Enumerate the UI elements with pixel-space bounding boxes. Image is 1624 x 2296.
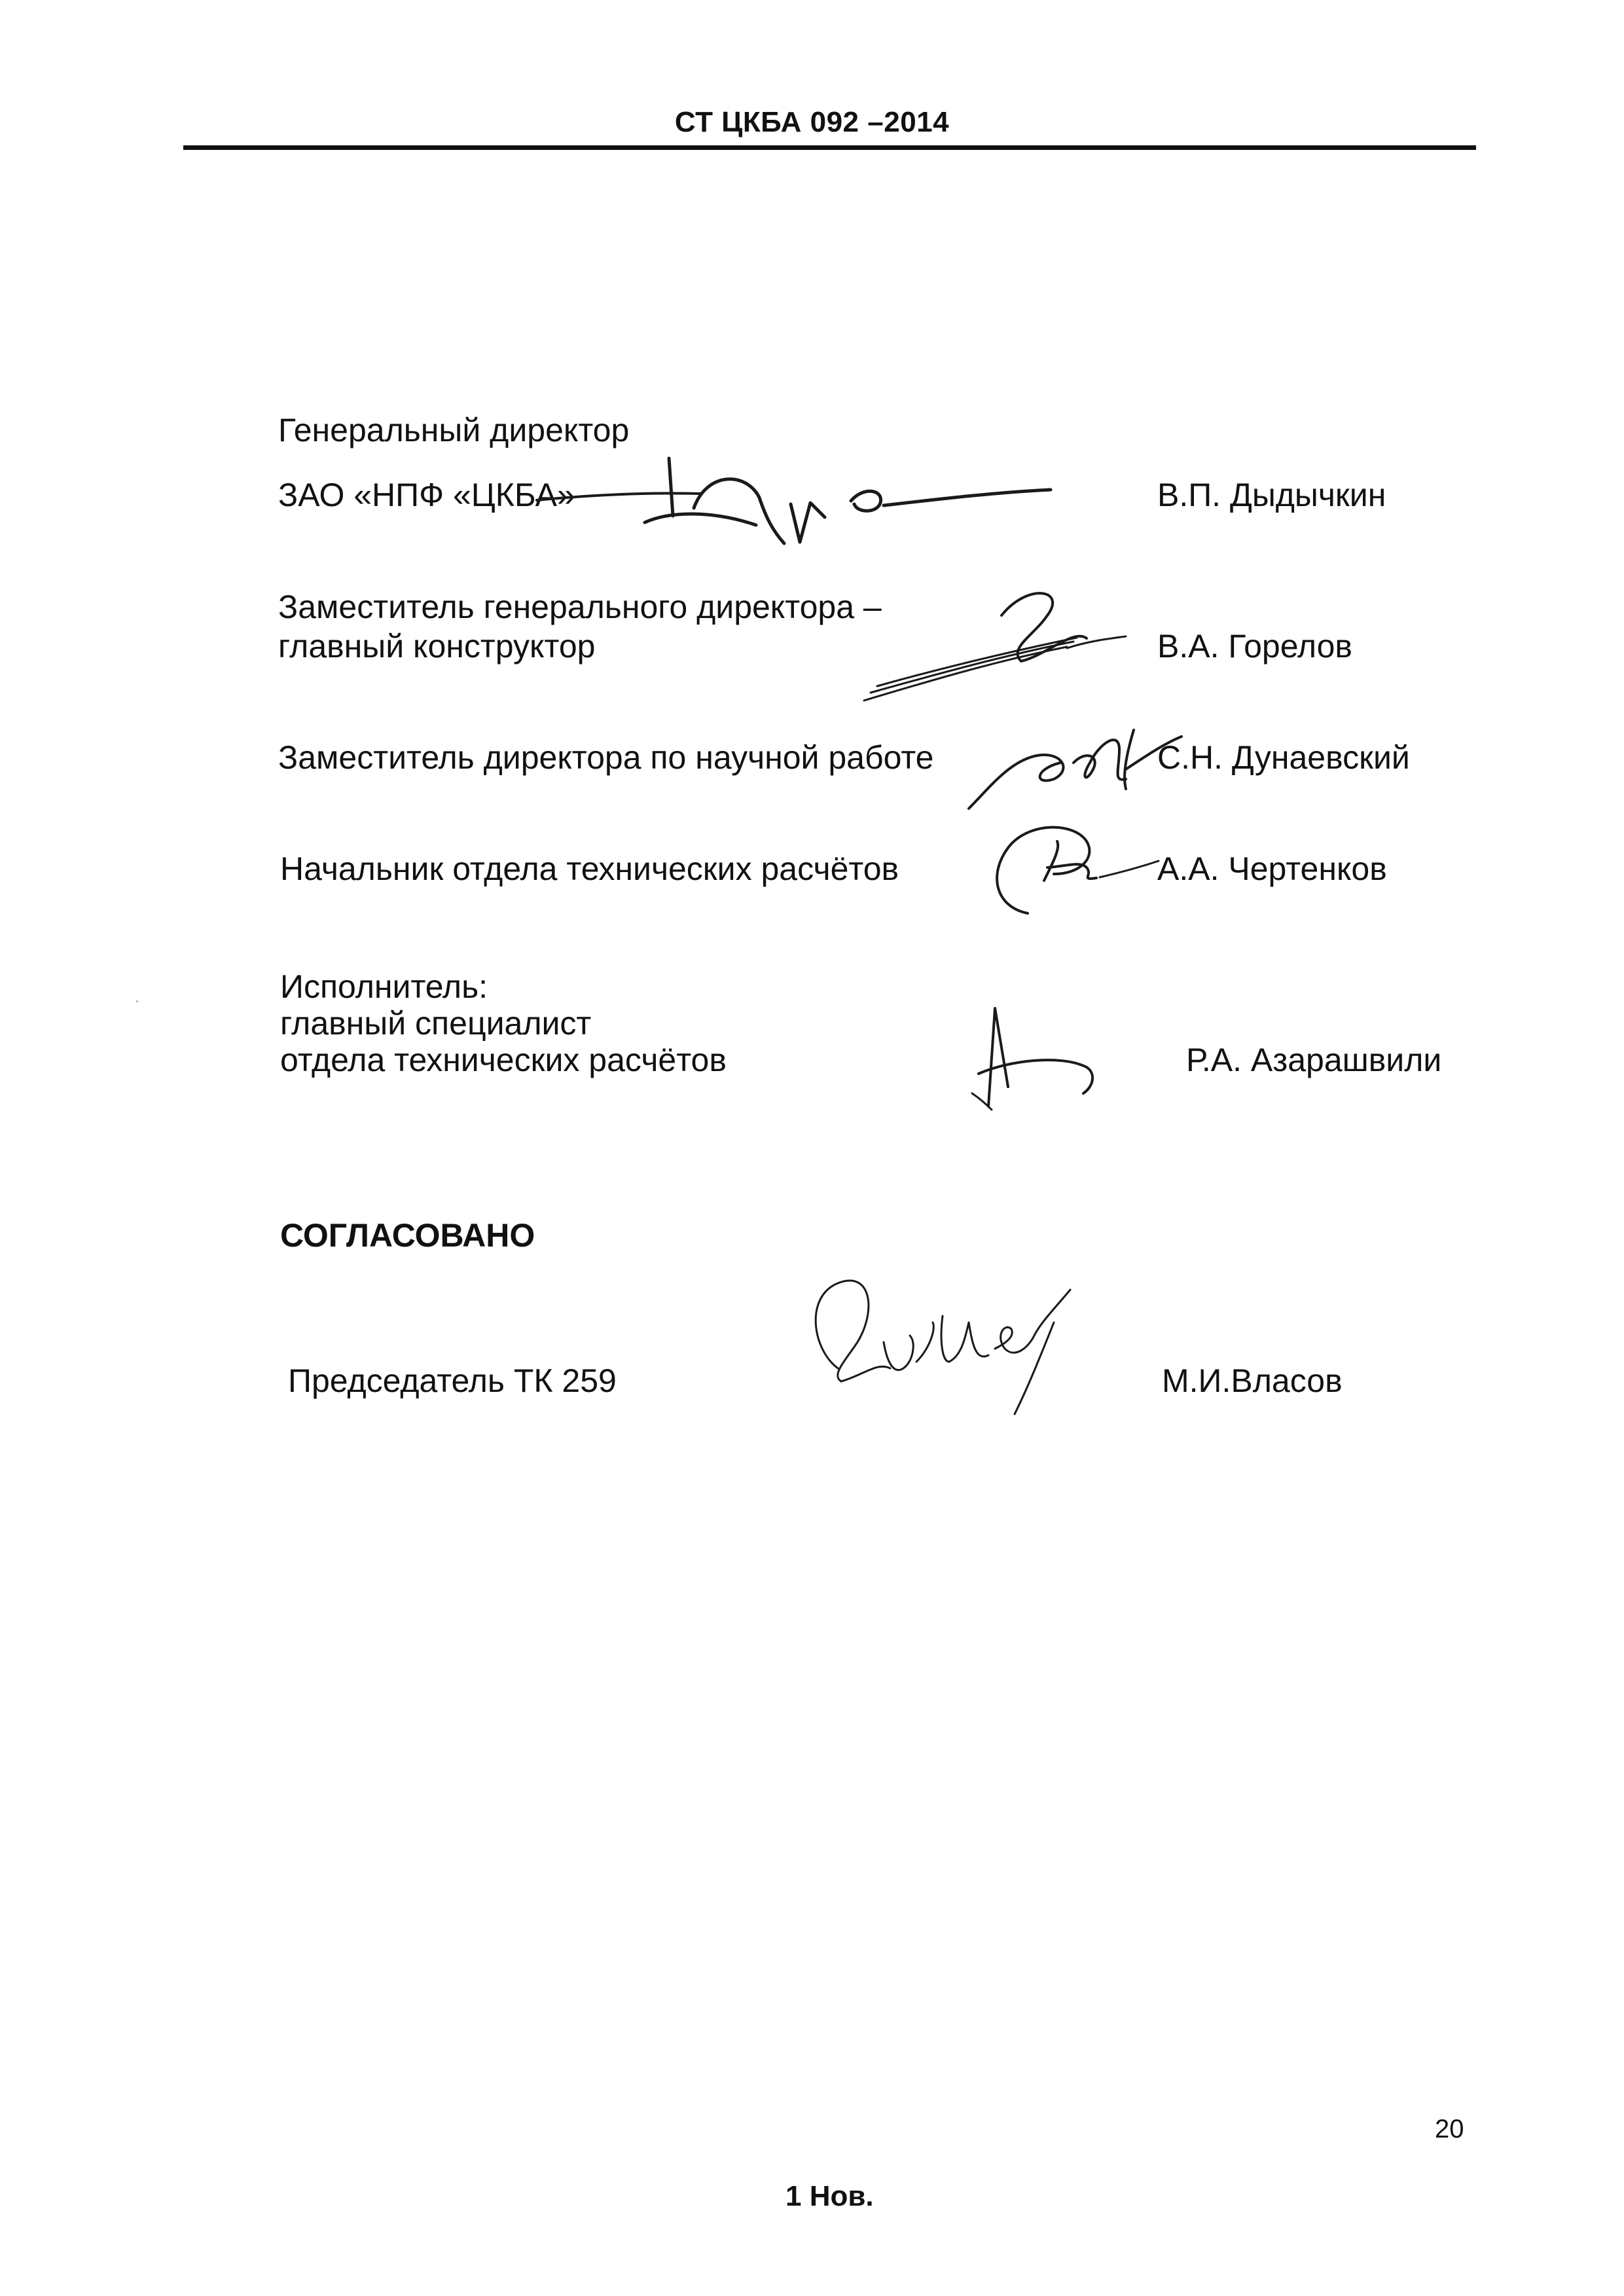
signatory-5-name: Р.А. Азарашвили [1186, 1042, 1442, 1078]
signatory-1-position-line-2: ЗАО «НПФ «ЦКБА» [278, 477, 575, 513]
header-rule [183, 145, 1476, 150]
edition-label: 1 Нов. [785, 2180, 874, 2212]
signature-3 [962, 717, 1198, 815]
signatory-1-name: В.П. Дыдычкин [1157, 477, 1386, 513]
signature-1 [497, 445, 1074, 556]
signature-5 [956, 1002, 1106, 1113]
signatory-2-position-line-2: главный конструктор [278, 628, 596, 665]
signatory-2-name: В.А. Горелов [1157, 628, 1352, 665]
signature-4 [982, 815, 1165, 920]
signatory-5-position-line-1: Исполнитель: [280, 968, 488, 1005]
document-code: СТ ЦКБА 092 –2014 [674, 106, 950, 138]
signatory-3-name: С.Н. Дунаевский [1157, 739, 1410, 776]
signature-approval [779, 1270, 1080, 1421]
signatory-3-position-line-1: Заместитель директора по научной работе [278, 739, 934, 776]
approval-position: Председатель ТК 259 [288, 1362, 617, 1399]
signatory-5-position-line-3: отдела технических расчётов [280, 1042, 727, 1078]
approval-name: М.И.Власов [1162, 1362, 1343, 1399]
page-number: 20 [1435, 2115, 1464, 2143]
signatory-1-position-line-1: Генеральный директор [278, 412, 630, 448]
signatory-2-position-line-1: Заместитель генерального директора – [278, 589, 882, 625]
signatory-4-name: А.А. Чертенков [1157, 850, 1387, 887]
signature-2 [851, 576, 1139, 707]
approval-heading: СОГЛАСОВАНО [280, 1217, 535, 1254]
signatory-4-position-line-1: Начальник отдела технических расчётов [280, 850, 899, 887]
signatory-5-position-line-2: главный специалист [280, 1005, 592, 1042]
scan-speck [136, 1000, 138, 1002]
